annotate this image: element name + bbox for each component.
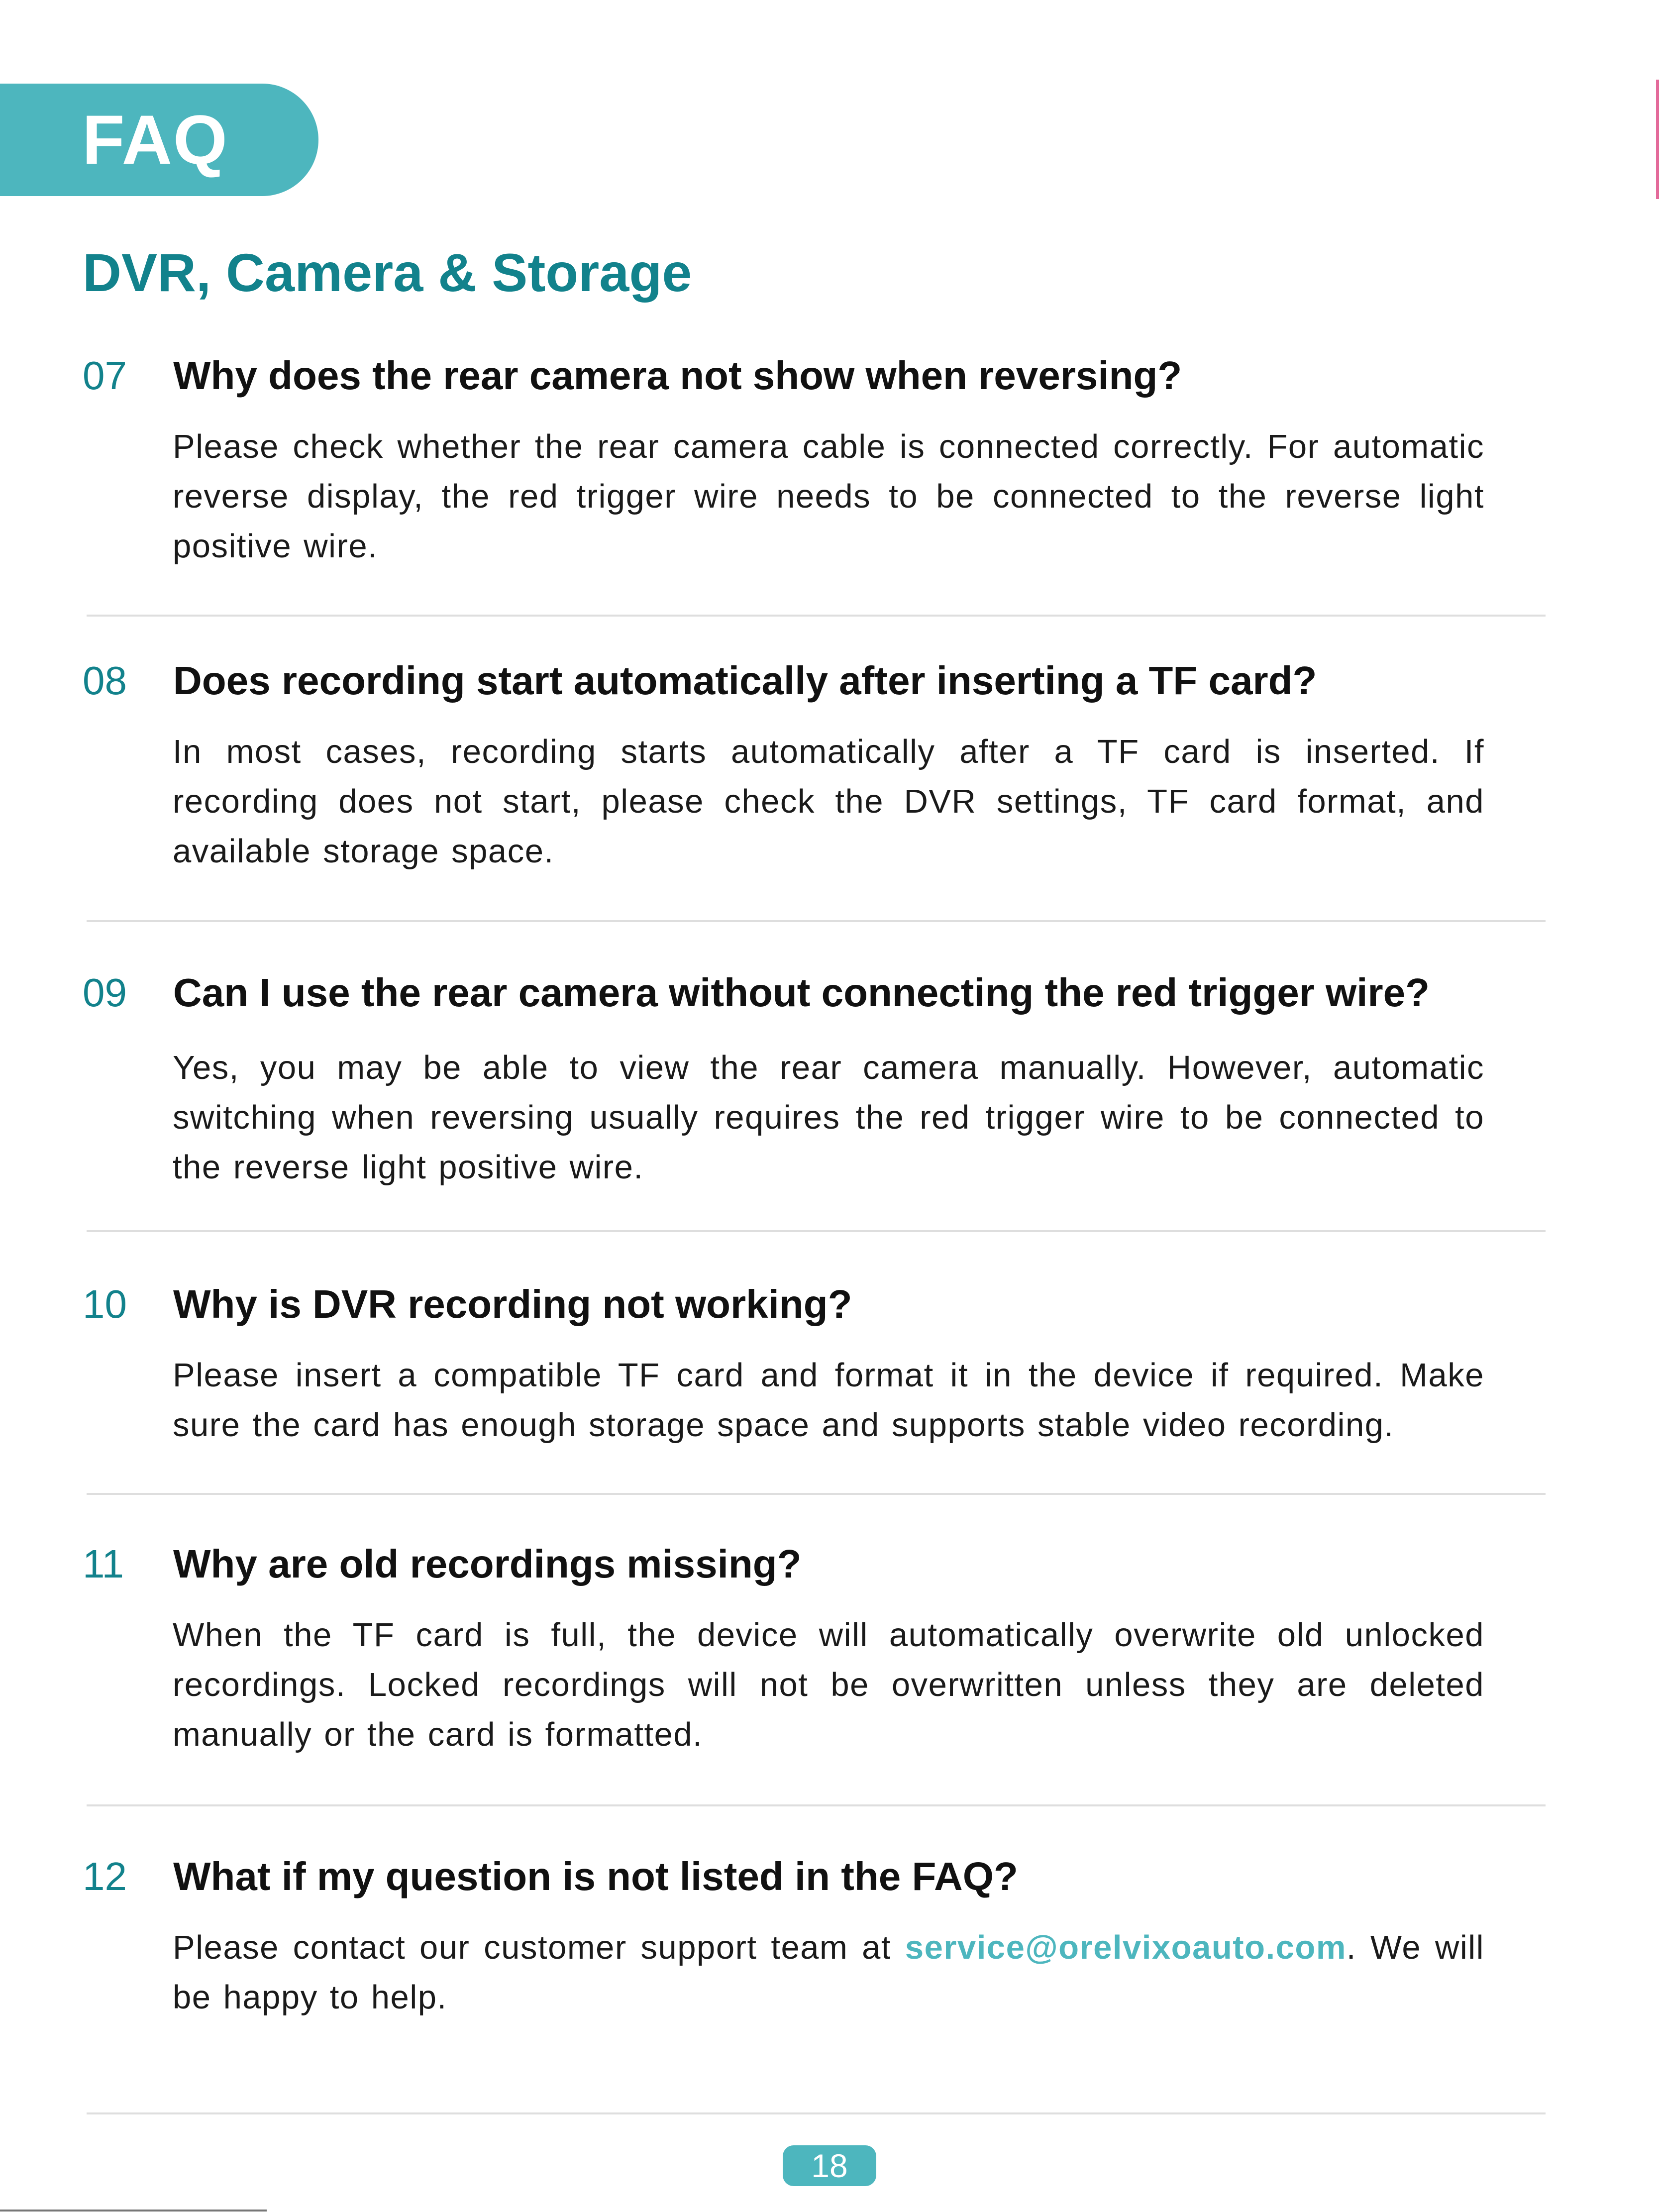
answer-text: . We will be happy to help. (173, 1929, 1485, 2016)
support-email-link[interactable]: service@orelvixoauto.com (905, 1929, 1347, 1966)
faq-answer: In most cases, recording starts automatically after a TF card is inserted. If recording does not start, please check the DVR settings, TF card format, and available storage space. (173, 733, 1484, 870)
faq-number: 09 (83, 970, 127, 1015)
divider (87, 2112, 1546, 2114)
divider (87, 1230, 1546, 1232)
faq-number: 11 (83, 1542, 124, 1586)
faq-tab-label: FAQ (82, 101, 228, 179)
faq-tab (0, 84, 318, 196)
faq-question: Why does the rear camera not show when reversing? (173, 353, 1182, 398)
faq-answer (173, 1923, 1484, 2022)
divider (87, 1493, 1546, 1495)
faq-answer: Please check whether the rear camera cable is connected correctly. For automatic reverse display, the red trigger wire needs to be connected to the reverse light positive wire. (173, 428, 1484, 565)
faq-number: 12 (83, 1854, 127, 1898)
bottom-edge-line (0, 2210, 267, 2212)
right-edge-accent (1656, 80, 1659, 199)
divider (87, 1804, 1546, 1806)
faq-question: What if my question is not listed in the FAQ? (173, 1854, 1018, 1898)
faq-question: Why are old recordings missing? (173, 1542, 802, 1586)
answer-text: Please contact our customer support team at (173, 1929, 905, 1966)
faq-number: 08 (83, 658, 127, 703)
divider (87, 615, 1546, 617)
faq-question: Why is DVR recording not working? (173, 1282, 852, 1326)
faq-answer: Yes, you may be able to view the rear camera manually. However, automatic switching when reversing usually requires the red trigger wire to be connected to the reverse light positive wire. (173, 1049, 1484, 1186)
page-number: 18 (783, 2145, 876, 2186)
section-title: DVR, Camera & Storage (83, 242, 692, 303)
faq-number: 10 (83, 1282, 127, 1326)
faq-question: Does recording start automatically after inserting a TF card? (173, 658, 1317, 703)
divider (87, 920, 1546, 922)
faq-number: 07 (83, 353, 127, 398)
faq-answer: Please insert a compatible TF card and format it in the device if required. Make sure the card has enough storage space and supports stable video recording. (173, 1357, 1484, 1444)
faq-question: Can I use the rear camera without connecting the red trigger wire? (173, 970, 1430, 1015)
faq-answer: When the TF card is full, the device will automatically overwrite old unlocked recordings. Locked recordings will not be overwritten unless they are deleted manually or the card is formatted. (173, 1616, 1484, 1753)
